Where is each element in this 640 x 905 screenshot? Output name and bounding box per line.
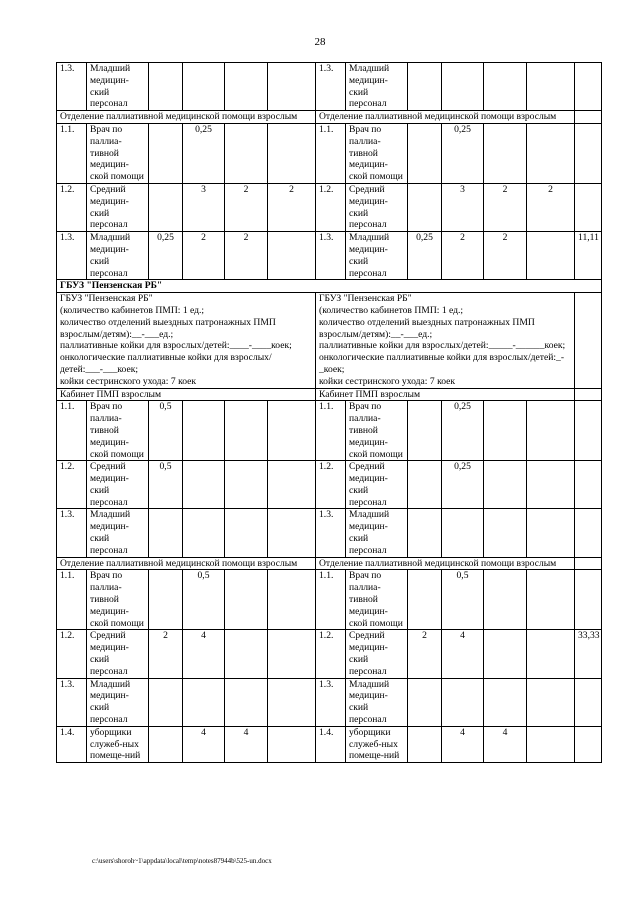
empty-cell [575, 557, 602, 570]
value-cell-2 [527, 232, 575, 280]
row-number: 1.2. [57, 183, 87, 231]
value-cell [149, 183, 183, 231]
value-cell [183, 509, 225, 557]
value-cell [225, 509, 268, 557]
table-row [57, 401, 602, 461]
row-number-2: 1.2. [316, 630, 346, 678]
section-header-row [57, 111, 602, 124]
value-cell-2: 0,25 [442, 461, 484, 509]
position-name: уборщики служеб-ных помеще-ний [87, 726, 149, 762]
position-name: Врач по паллиа-тивной медицин-ской помощи [87, 401, 149, 461]
value-cell-2 [484, 509, 527, 557]
position-name: Средний медицин-ский персонал [87, 630, 149, 678]
section-header-right: Отделение паллиативной медицинской помощи взрослым [316, 557, 575, 570]
row-number-2: 1.2. [316, 461, 346, 509]
position-name-2: уборщики служеб-ных помеще-ний [346, 726, 408, 762]
row-number: 1.2. [57, 461, 87, 509]
value-cell [268, 123, 316, 183]
org-title: ГБУЗ "Пензенская РБ" [57, 280, 602, 293]
value-cell-2 [442, 509, 484, 557]
percent-cell [575, 461, 602, 509]
value-cell-2: 0,25 [442, 401, 484, 461]
org-details-right: ГБУЗ "Пензенская РБ" (количество кабинетов ПМП: 1 ед.; количество отделений выездных патронажных ПМП взрослым/детям):__-___ед.; паллиативные койки для взрослых/детей:_____-______коек; онкологические паллиативные койки для взрослых/детей:_-_коек; койки сестринского ухода: 7 коек [316, 293, 575, 388]
value-cell-2 [442, 678, 484, 726]
percent-cell [575, 570, 602, 630]
value-cell: 4 [183, 630, 225, 678]
value-cell-2 [408, 726, 442, 762]
section-header-row [57, 557, 602, 570]
percent-cell [575, 183, 602, 231]
value-cell [268, 401, 316, 461]
position-name-2: Врач по паллиа-тивной медицин-ской помощи [346, 123, 408, 183]
value-cell [268, 726, 316, 762]
value-cell-2 [484, 678, 527, 726]
value-cell [268, 461, 316, 509]
position-name-2: Средний медицин-ский персонал [346, 183, 408, 231]
value-cell-2: 3 [442, 183, 484, 231]
value-cell: 0,25 [183, 123, 225, 183]
position-name: Младший медицин-ский персонал [87, 63, 149, 111]
row-number: 1.3. [57, 509, 87, 557]
value-cell-2 [408, 570, 442, 630]
value-cell-2: 4 [442, 630, 484, 678]
value-cell [225, 461, 268, 509]
percent-cell [575, 726, 602, 762]
section-header-row [57, 388, 602, 401]
value-cell [225, 63, 268, 111]
value-cell-2: 2 [484, 232, 527, 280]
value-cell-2 [527, 630, 575, 678]
staffing-table [56, 62, 602, 763]
value-cell [268, 630, 316, 678]
value-cell-2: 4 [442, 726, 484, 762]
value-cell-2: 0,25 [442, 123, 484, 183]
value-cell-2 [527, 401, 575, 461]
row-number: 1.3. [57, 678, 87, 726]
value-cell-2 [484, 401, 527, 461]
percent-cell [575, 63, 602, 111]
value-cell [225, 630, 268, 678]
org-details-left: ГБУЗ "Пензенская РБ" (количество кабинетов ПМП: 1 ед.; количество отделений выездных патронажных ПМП взрослым/детям):__-___ед.; паллиативные койки для взрослых/детей:____-____коек; онкологические паллиативные койки для взрослых/детей:___-___коек; койки сестринского ухода: 7 коек [57, 293, 316, 388]
value-cell: 2 [225, 183, 268, 231]
value-cell [268, 509, 316, 557]
row-number-2: 1.3. [316, 63, 346, 111]
value-cell [225, 123, 268, 183]
value-cell-2 [527, 461, 575, 509]
value-cell [149, 509, 183, 557]
position-name-2: Младший медицин-ский персонал [346, 678, 408, 726]
percent-cell [575, 509, 602, 557]
value-cell-2 [527, 678, 575, 726]
value-cell [149, 570, 183, 630]
file-path-footer: c:\users\shoroh~1\appdata\local\temp\notes87944b\525-un.docx [92, 857, 272, 865]
value-cell: 0,5 [149, 401, 183, 461]
table-row [57, 570, 602, 630]
value-cell-2 [527, 509, 575, 557]
value-cell-2 [408, 183, 442, 231]
table-row [57, 630, 602, 678]
position-name: Средний медицин-ский персонал [87, 461, 149, 509]
value-cell-2 [408, 461, 442, 509]
value-cell-2: 2 [484, 183, 527, 231]
position-name-2: Младший медицин-ский персонал [346, 232, 408, 280]
value-cell-2 [484, 570, 527, 630]
empty-cell [575, 111, 602, 124]
value-cell [149, 678, 183, 726]
percent-cell [575, 123, 602, 183]
value-cell: 3 [183, 183, 225, 231]
value-cell: 2 [225, 232, 268, 280]
org-title-row [57, 280, 602, 293]
value-cell: 4 [225, 726, 268, 762]
value-cell [183, 63, 225, 111]
table-row [57, 509, 602, 557]
percent-cell [575, 678, 602, 726]
value-cell-2 [484, 461, 527, 509]
position-name: Средний медицин-ский персонал [87, 183, 149, 231]
position-name-2: Врач по паллиа-тивной медицин-ской помощи [346, 401, 408, 461]
value-cell: 2 [183, 232, 225, 280]
row-number: 1.3. [57, 63, 87, 111]
value-cell [149, 123, 183, 183]
value-cell: 0,5 [149, 461, 183, 509]
value-cell [149, 63, 183, 111]
section-header-right: Кабинет ПМП взрослым [316, 388, 575, 401]
position-name-2: Средний медицин-ский персонал [346, 630, 408, 678]
value-cell [268, 232, 316, 280]
value-cell-2 [527, 63, 575, 111]
value-cell [149, 726, 183, 762]
empty-cell [575, 293, 602, 388]
value-cell [268, 570, 316, 630]
row-number: 1.4. [57, 726, 87, 762]
position-name-2: Младший медицин-ский персонал [346, 63, 408, 111]
row-number-2: 1.4. [316, 726, 346, 762]
value-cell-2: 2 [408, 630, 442, 678]
section-header-left: Кабинет ПМП взрослым [57, 388, 316, 401]
row-number: 1.2. [57, 630, 87, 678]
value-cell-2: 2 [527, 183, 575, 231]
row-number-2: 1.1. [316, 570, 346, 630]
position-name: Врач по паллиа-тивной медицин-ской помощи [87, 570, 149, 630]
value-cell-2: 0,5 [442, 570, 484, 630]
value-cell [183, 461, 225, 509]
value-cell [225, 570, 268, 630]
position-name: Младший медицин-ский персонал [87, 232, 149, 280]
value-cell-2 [527, 123, 575, 183]
value-cell: 0,5 [183, 570, 225, 630]
row-number-2: 1.3. [316, 678, 346, 726]
value-cell-2 [408, 509, 442, 557]
section-header-left: Отделение паллиативной медицинской помощи взрослым [57, 557, 316, 570]
table-row [57, 232, 602, 280]
empty-cell [575, 388, 602, 401]
value-cell [183, 678, 225, 726]
value-cell-2 [484, 123, 527, 183]
table-row [57, 183, 602, 231]
table-row [57, 726, 602, 762]
value-cell-2 [527, 726, 575, 762]
value-cell-2: 2 [442, 232, 484, 280]
position-name: Младший медицин-ский персонал [87, 678, 149, 726]
row-number-2: 1.3. [316, 509, 346, 557]
position-name: Младший медицин-ский персонал [87, 509, 149, 557]
value-cell: 2 [149, 630, 183, 678]
value-cell-2 [408, 678, 442, 726]
value-cell-2: 0,25 [408, 232, 442, 280]
percent-cell: 33,33 [575, 630, 602, 678]
value-cell: 4 [183, 726, 225, 762]
row-number: 1.1. [57, 570, 87, 630]
value-cell [225, 678, 268, 726]
position-name-2: Младший медицин-ский персонал [346, 509, 408, 557]
table-row [57, 461, 602, 509]
section-header-left: Отделение паллиативной медицинской помощи взрослым [57, 111, 316, 124]
table-row [57, 678, 602, 726]
percent-cell: 11,11 [575, 232, 602, 280]
position-name-2: Средний медицин-ский персонал [346, 461, 408, 509]
row-number-2: 1.3. [316, 232, 346, 280]
row-number: 1.1. [57, 401, 87, 461]
value-cell-2 [442, 63, 484, 111]
value-cell: 2 [268, 183, 316, 231]
value-cell-2 [408, 123, 442, 183]
table-row [57, 123, 602, 183]
value-cell-2 [484, 63, 527, 111]
value-cell-2 [484, 630, 527, 678]
value-cell [268, 678, 316, 726]
value-cell-2 [408, 401, 442, 461]
row-number-2: 1.1. [316, 123, 346, 183]
row-number-2: 1.1. [316, 401, 346, 461]
value-cell [268, 63, 316, 111]
org-details-row [57, 293, 602, 388]
section-header-right: Отделение паллиативной медицинской помощи взрослым [316, 111, 575, 124]
value-cell [183, 401, 225, 461]
value-cell-2 [408, 63, 442, 111]
percent-cell [575, 401, 602, 461]
position-name-2: Врач по паллиа-тивной медицин-ской помощи [346, 570, 408, 630]
position-name: Врач по паллиа-тивной медицин-ской помощи [87, 123, 149, 183]
table-row [57, 63, 602, 111]
page-number: 28 [314, 36, 326, 48]
value-cell: 0,25 [149, 232, 183, 280]
value-cell-2 [527, 570, 575, 630]
value-cell [225, 401, 268, 461]
value-cell-2: 4 [484, 726, 527, 762]
row-number: 1.1. [57, 123, 87, 183]
row-number-2: 1.2. [316, 183, 346, 231]
row-number: 1.3. [57, 232, 87, 280]
